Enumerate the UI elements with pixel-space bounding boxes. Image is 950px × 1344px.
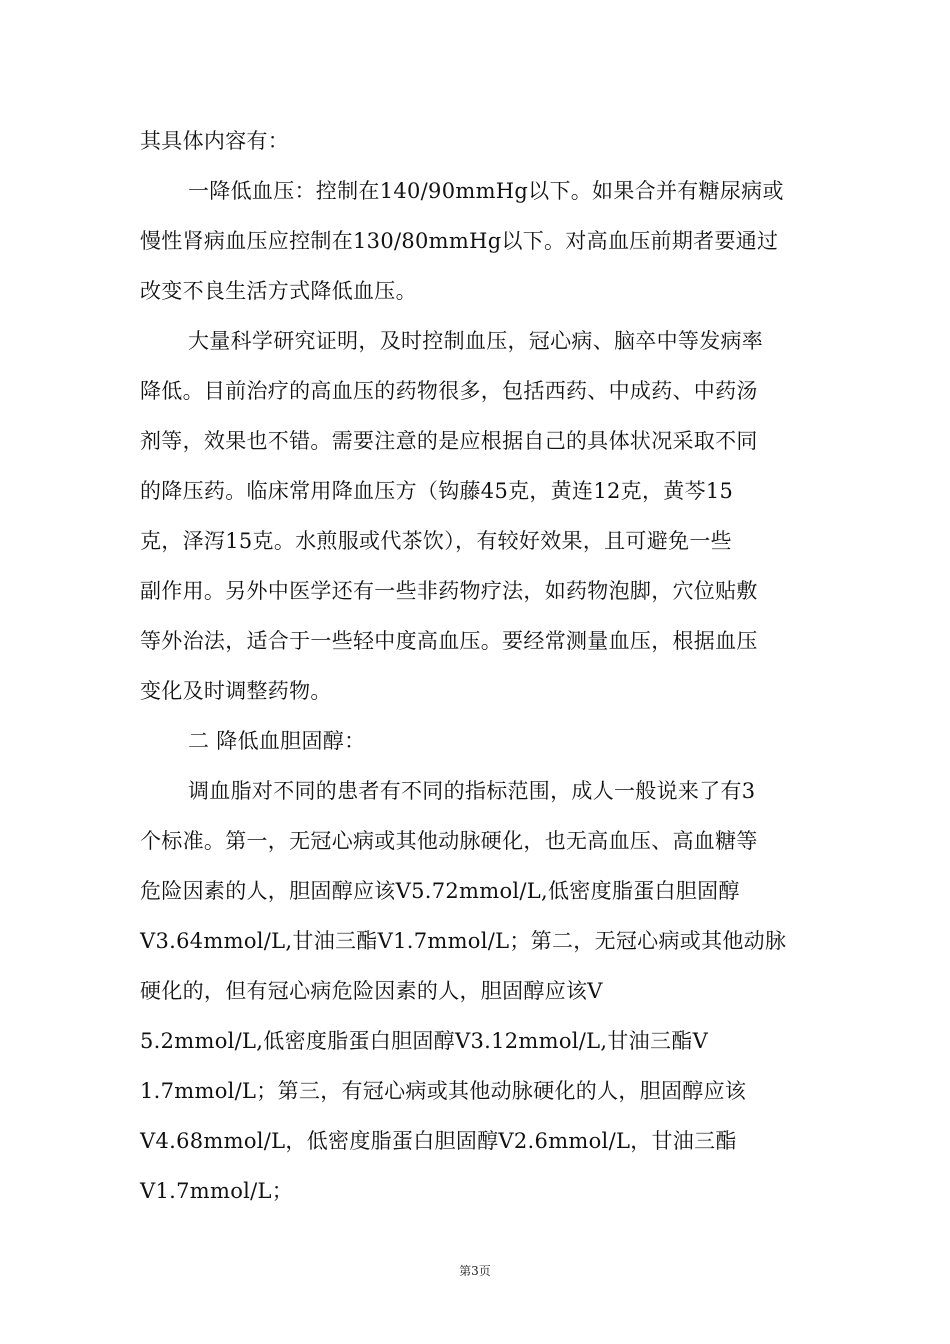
text-line: 硬化的，但有冠心病危险因素的人，胆固醇应该V [140, 979, 603, 1003]
text-line: 等外治法，适合于一些轻中度高血压。要经常测量血压，根据血压 [140, 629, 758, 653]
section-heading-cholesterol: 二 降低血胆固醇： [188, 729, 366, 753]
text-line: V3.64mmol/L,甘油三酯V1.7mmol/L；第二，无冠心病或其他动脉 [140, 929, 787, 953]
text-line: V4.68mmol/L，低密度脂蛋白胆固醇V2.6mmol/L，甘油三酯 [140, 1129, 737, 1153]
text-line: 个标准。第一，无冠心病或其他动脉硬化，也无高血压、高血糖等 [140, 829, 758, 853]
text-line: 5.2mmol/L,低密度脂蛋白胆固醇V3.12mmol/L,甘油三酯V [140, 1029, 709, 1053]
text-line: 变化及时调整药物。 [140, 679, 332, 703]
text-line: 危险因素的人，胆固醇应该V5.72mmol/L,低密度脂蛋白胆固醇 [140, 879, 740, 903]
document-body [140, 116, 830, 1216]
text-line: 降低。目前治疗的高血压的药物很多，包括西药、中成药、中药汤 [140, 379, 758, 403]
text-line: 剂等，效果也不错。需要注意的是应根据自己的具体状况采取不同 [140, 429, 758, 453]
text-line: 其具体内容有： [140, 129, 290, 153]
text-line: V1.7mmol/L； [140, 1179, 294, 1203]
paragraph-research: 大量科学研究证明，及时控制血压，冠心病、脑卒中等发病率 [188, 329, 764, 353]
text-line: 慢性肾病血压应控制在130/80mmHg以下。对高血压前期者要通过 [140, 229, 779, 253]
text-line: 副作用。另外中医学还有一些非药物疗法，如药物泡脚，穴位贴敷 [140, 579, 758, 603]
text-line: 改变不良生活方式降低血压。 [140, 279, 417, 303]
text-line: 克，泽泻15克。水煎服或代茶饮），有较好效果，且可避免一些 [140, 529, 732, 553]
text-line: 1.7mmol/L；第三，有冠心病或其他动脉硬化的人，胆固醇应该 [140, 1079, 747, 1103]
paragraph-lower-blood-pressure: 一降低血压：控制在140/90mmHg以下。如果合并有糖尿病或 [188, 179, 784, 203]
text-line: 的降压药。临床常用降血压方（钩藤45克，黄连12克，黄芩15 [140, 479, 734, 503]
paragraph-lipid-standards: 调血脂对不同的患者有不同的指标范围，成人一般说来了有3 [188, 779, 756, 803]
page-number: 第3页 [459, 1264, 491, 1278]
